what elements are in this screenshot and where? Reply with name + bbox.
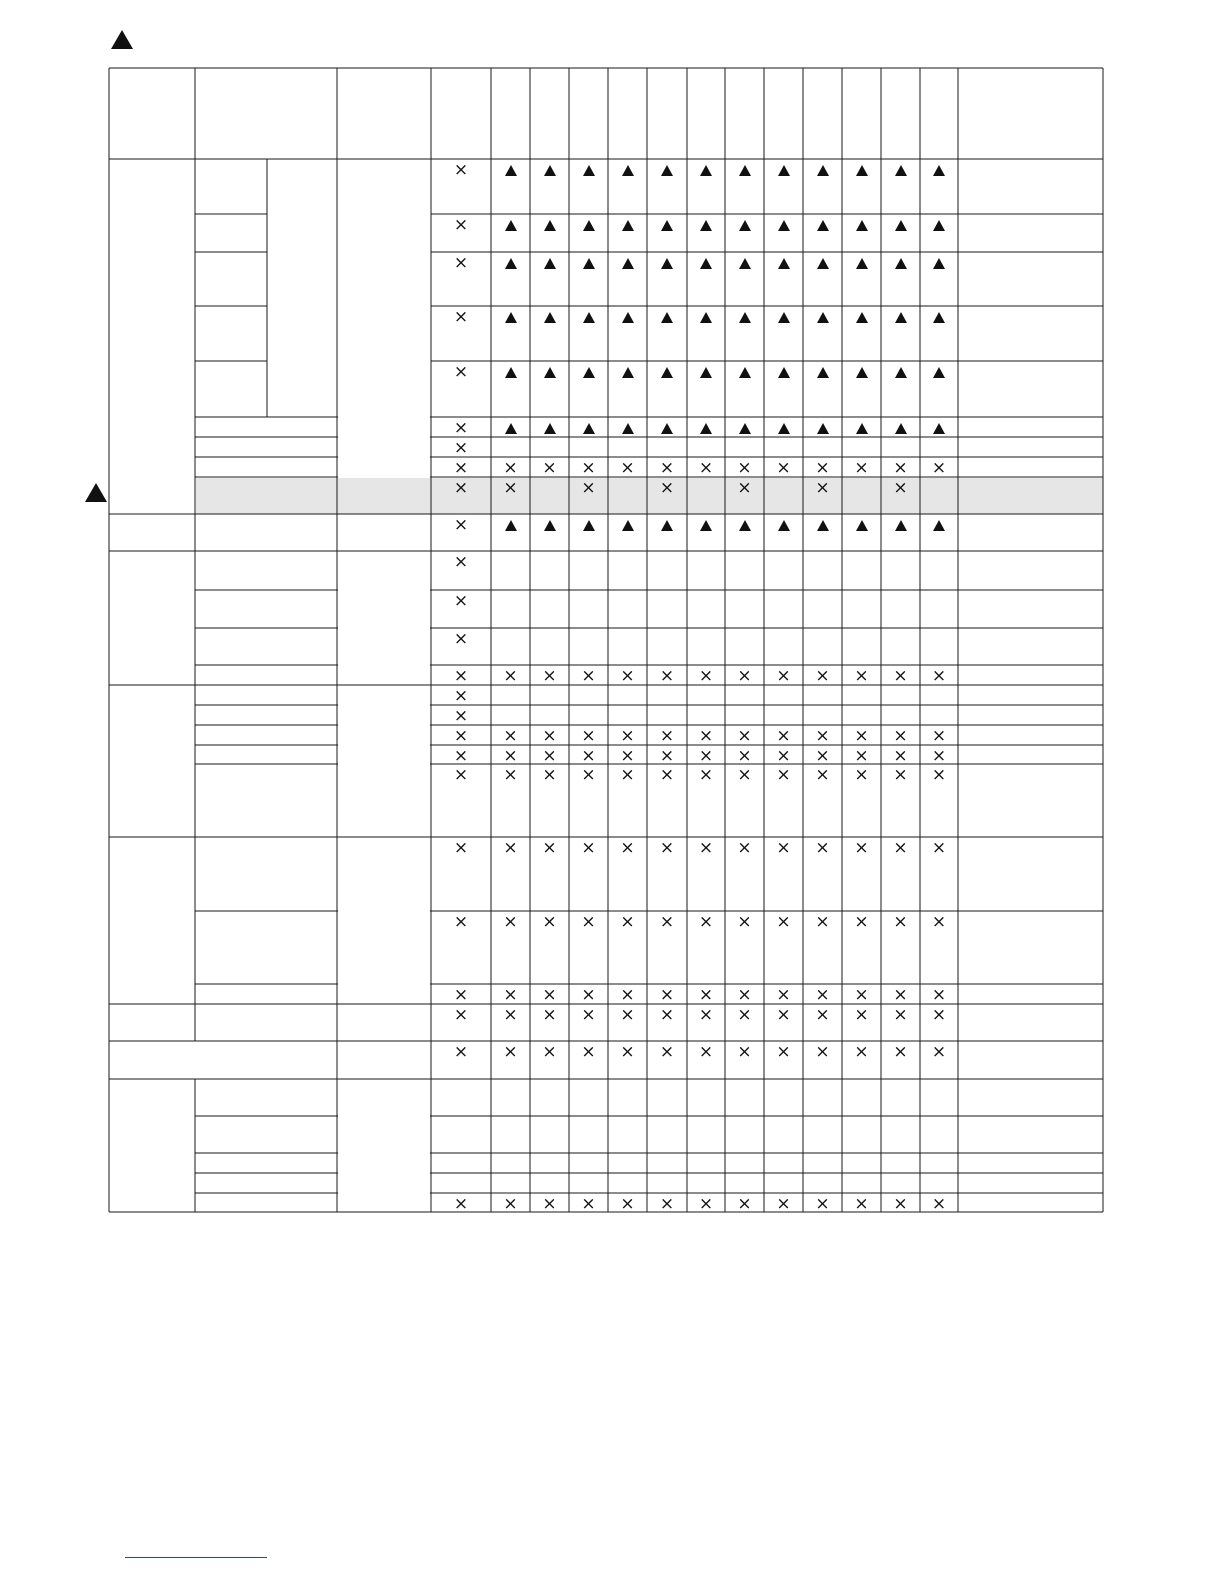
cross-mark-icon — [776, 841, 792, 855]
cross-mark-icon — [737, 1045, 753, 1059]
triangle-mark-icon — [503, 256, 519, 270]
merged-cell-mask — [338, 436, 430, 438]
cross-mark-icon — [453, 1045, 469, 1059]
cross-mark-icon — [931, 729, 947, 743]
cross-mark-icon — [620, 1008, 636, 1022]
cross-mark-icon — [620, 729, 636, 743]
triangle-mark-icon — [737, 163, 753, 177]
cross-mark-icon — [620, 988, 636, 1002]
cross-mark-icon — [620, 915, 636, 929]
cross-mark-icon — [815, 749, 831, 763]
footer-link-underline[interactable] — [125, 1557, 267, 1558]
cross-mark-icon — [581, 915, 597, 929]
cross-mark-icon — [698, 988, 714, 1002]
cross-mark-icon — [503, 988, 519, 1002]
triangle-mark-icon — [542, 365, 558, 379]
cross-mark-icon — [659, 841, 675, 855]
cross-mark-icon — [815, 841, 831, 855]
cross-mark-icon — [893, 1008, 909, 1022]
cross-mark-icon — [581, 988, 597, 1002]
triangle-mark-icon — [737, 218, 753, 232]
cross-mark-icon — [453, 768, 469, 782]
cross-mark-icon — [698, 1008, 714, 1022]
triangle-mark-icon — [620, 365, 636, 379]
cross-mark-icon — [854, 749, 870, 763]
cross-mark-icon — [931, 768, 947, 782]
triangle-mark-icon — [542, 256, 558, 270]
triangle-mark-icon — [815, 218, 831, 232]
cross-mark-icon — [893, 1045, 909, 1059]
cross-mark-icon — [815, 1045, 831, 1059]
cross-mark-icon — [737, 1008, 753, 1022]
cross-mark-icon — [815, 915, 831, 929]
cross-mark-icon — [581, 1008, 597, 1022]
cross-mark-icon — [854, 669, 870, 683]
triangle-mark-icon — [931, 218, 947, 232]
cross-mark-icon — [893, 915, 909, 929]
triangle-mark-icon — [620, 518, 636, 532]
cross-mark-icon — [453, 441, 469, 455]
triangle-mark-icon — [854, 518, 870, 532]
cross-mark-icon — [776, 915, 792, 929]
cross-mark-icon — [815, 669, 831, 683]
cross-mark-icon — [453, 1008, 469, 1022]
cross-mark-icon — [776, 1197, 792, 1211]
cross-mark-icon — [453, 632, 469, 646]
triangle-mark-icon — [931, 256, 947, 270]
cross-mark-icon — [776, 729, 792, 743]
cross-mark-icon — [737, 768, 753, 782]
triangle-mark-icon — [815, 518, 831, 532]
cross-mark-icon — [503, 768, 519, 782]
triangle-mark-icon — [931, 163, 947, 177]
triangle-mark-icon — [737, 518, 753, 532]
triangle-mark-icon — [776, 421, 792, 435]
cross-mark-icon — [453, 749, 469, 763]
cross-mark-icon — [737, 1197, 753, 1211]
cross-mark-icon — [620, 461, 636, 475]
triangle-mark-icon — [503, 310, 519, 324]
merged-cell-mask — [338, 213, 430, 215]
cross-mark-icon — [503, 461, 519, 475]
cross-mark-icon — [931, 1045, 947, 1059]
merged-cell-mask — [338, 1192, 430, 1194]
cross-mark-icon — [542, 1197, 558, 1211]
triangle-mark-icon — [542, 218, 558, 232]
cross-mark-icon — [503, 481, 519, 495]
cross-mark-icon — [854, 729, 870, 743]
cross-mark-icon — [776, 749, 792, 763]
triangle-mark-icon — [698, 218, 714, 232]
cross-mark-icon — [620, 669, 636, 683]
cross-mark-icon — [893, 1197, 909, 1211]
cross-mark-icon — [581, 1045, 597, 1059]
cross-mark-icon — [503, 669, 519, 683]
cross-mark-icon — [659, 768, 675, 782]
triangle-mark-icon — [698, 310, 714, 324]
cross-mark-icon — [659, 749, 675, 763]
triangle-mark-icon — [659, 310, 675, 324]
cross-mark-icon — [542, 461, 558, 475]
cross-mark-icon — [931, 749, 947, 763]
cross-mark-icon — [893, 461, 909, 475]
triangle-mark-icon — [581, 310, 597, 324]
triangle-mark-icon — [931, 518, 947, 532]
triangle-mark-icon — [581, 218, 597, 232]
cross-mark-icon — [581, 669, 597, 683]
cross-mark-icon — [453, 518, 469, 532]
cross-mark-icon — [931, 988, 947, 1002]
triangle-mark-icon — [698, 518, 714, 532]
triangle-mark-icon — [542, 518, 558, 532]
cross-mark-icon — [453, 594, 469, 608]
triangle-mark-icon — [737, 256, 753, 270]
triangle-mark-icon — [893, 310, 909, 324]
cross-mark-icon — [620, 768, 636, 782]
cross-mark-icon — [453, 709, 469, 723]
cross-mark-icon — [815, 1008, 831, 1022]
triangle-mark-icon — [542, 421, 558, 435]
cross-mark-icon — [893, 988, 909, 1002]
cross-mark-icon — [815, 481, 831, 495]
cross-mark-icon — [698, 461, 714, 475]
cross-mark-icon — [698, 768, 714, 782]
cross-mark-icon — [931, 461, 947, 475]
merged-cell-mask — [338, 1172, 430, 1174]
cross-mark-icon — [854, 1008, 870, 1022]
triangle-mark-icon — [698, 256, 714, 270]
cross-mark-icon — [542, 749, 558, 763]
cross-mark-icon — [698, 1045, 714, 1059]
triangle-mark-icon — [698, 365, 714, 379]
cross-mark-icon — [815, 1197, 831, 1211]
cross-mark-icon — [698, 915, 714, 929]
triangle-mark-icon — [815, 421, 831, 435]
cross-mark-icon — [581, 749, 597, 763]
cross-mark-icon — [659, 1008, 675, 1022]
merged-cell-mask — [338, 416, 430, 418]
merged-cell-mask — [338, 456, 430, 458]
cross-mark-icon — [453, 310, 469, 324]
triangle-mark-icon — [659, 365, 675, 379]
cross-mark-icon — [776, 768, 792, 782]
cross-mark-icon — [854, 1197, 870, 1211]
triangle-mark-icon — [620, 256, 636, 270]
cross-mark-icon — [581, 841, 597, 855]
cross-mark-icon — [854, 915, 870, 929]
triangle-mark-icon — [737, 421, 753, 435]
cross-mark-icon — [453, 555, 469, 569]
cross-mark-icon — [698, 729, 714, 743]
cross-mark-icon — [854, 988, 870, 1002]
triangle-mark-icon — [776, 218, 792, 232]
triangle-mark-icon — [776, 365, 792, 379]
cross-mark-icon — [698, 669, 714, 683]
cross-mark-icon — [659, 988, 675, 1002]
triangle-mark-icon — [854, 421, 870, 435]
cross-mark-icon — [854, 1045, 870, 1059]
cross-mark-icon — [503, 841, 519, 855]
triangle-mark-icon — [581, 256, 597, 270]
merged-cell-mask — [338, 1115, 430, 1117]
triangle-mark-icon — [893, 218, 909, 232]
cross-mark-icon — [503, 729, 519, 743]
triangle-mark-icon — [893, 518, 909, 532]
triangle-mark-icon — [854, 365, 870, 379]
cross-mark-icon — [542, 1008, 558, 1022]
cross-mark-icon — [453, 689, 469, 703]
triangle-mark-icon — [659, 421, 675, 435]
cross-mark-icon — [503, 749, 519, 763]
triangle-mark-icon — [659, 163, 675, 177]
triangle-mark-icon — [581, 163, 597, 177]
triangle-mark-icon — [893, 163, 909, 177]
triangle-mark-icon — [581, 518, 597, 532]
triangle-mark-icon — [503, 218, 519, 232]
cross-mark-icon — [542, 669, 558, 683]
triangle-mark-icon — [503, 365, 519, 379]
cross-mark-icon — [453, 421, 469, 435]
triangle-mark-icon — [620, 421, 636, 435]
cross-mark-icon — [931, 1197, 947, 1211]
cross-mark-icon — [659, 915, 675, 929]
cross-mark-icon — [453, 988, 469, 1002]
triangle-mark-icon — [620, 218, 636, 232]
merged-cell-mask — [338, 627, 430, 629]
cross-mark-icon — [453, 481, 469, 495]
merged-cell-mask — [338, 589, 430, 591]
merged-cell-mask — [338, 305, 430, 307]
triangle-mark-icon — [581, 365, 597, 379]
triangle-mark-icon — [854, 218, 870, 232]
merged-cell-mask — [338, 763, 430, 765]
cross-mark-icon — [542, 841, 558, 855]
cross-mark-icon — [698, 749, 714, 763]
cross-mark-icon — [503, 1008, 519, 1022]
merged-cell-mask — [338, 1152, 430, 1154]
cross-mark-icon — [542, 988, 558, 1002]
triangle-mark-icon — [620, 310, 636, 324]
merged-cell-mask — [338, 910, 430, 912]
cross-mark-icon — [815, 768, 831, 782]
cross-mark-icon — [453, 841, 469, 855]
triangle-mark-icon — [815, 163, 831, 177]
triangle-mark-icon — [776, 310, 792, 324]
cross-mark-icon — [737, 749, 753, 763]
cross-mark-icon — [776, 1008, 792, 1022]
cross-mark-icon — [581, 1197, 597, 1211]
cross-mark-icon — [737, 481, 753, 495]
cross-mark-icon — [581, 481, 597, 495]
cross-mark-icon — [854, 461, 870, 475]
cross-mark-icon — [453, 163, 469, 177]
merged-cell-mask — [338, 704, 430, 706]
cross-mark-icon — [453, 915, 469, 929]
cross-mark-icon — [776, 461, 792, 475]
cross-mark-icon — [542, 915, 558, 929]
cross-mark-icon — [659, 729, 675, 743]
triangle-mark-icon — [503, 518, 519, 532]
cross-mark-icon — [453, 218, 469, 232]
triangle-mark-icon — [776, 256, 792, 270]
cross-mark-icon — [737, 461, 753, 475]
cross-mark-icon — [854, 841, 870, 855]
cross-mark-icon — [893, 768, 909, 782]
cross-mark-icon — [453, 669, 469, 683]
merged-cell-mask — [338, 664, 430, 666]
triangle-mark-icon — [893, 365, 909, 379]
triangle-mark-icon — [659, 256, 675, 270]
cross-mark-icon — [581, 729, 597, 743]
cross-mark-icon — [893, 729, 909, 743]
cross-mark-icon — [503, 1197, 519, 1211]
cross-mark-icon — [737, 669, 753, 683]
triangle-mark-icon — [931, 310, 947, 324]
cross-mark-icon — [737, 729, 753, 743]
cross-mark-icon — [659, 461, 675, 475]
highlighted-row-background — [196, 478, 1103, 514]
triangle-mark-icon — [854, 310, 870, 324]
cross-mark-icon — [542, 1045, 558, 1059]
triangle-mark-icon — [815, 256, 831, 270]
cross-mark-icon — [776, 669, 792, 683]
triangle-mark-icon — [620, 163, 636, 177]
triangle-mark-icon — [737, 365, 753, 379]
merged-cell-mask — [338, 744, 430, 746]
triangle-mark-icon — [776, 163, 792, 177]
cross-mark-icon — [620, 841, 636, 855]
cross-mark-icon — [893, 669, 909, 683]
cross-mark-icon — [453, 1197, 469, 1211]
cross-mark-icon — [503, 1045, 519, 1059]
cross-mark-icon — [815, 729, 831, 743]
triangle-mark-icon — [893, 421, 909, 435]
cross-mark-icon — [620, 1197, 636, 1211]
triangle-mark-icon — [737, 310, 753, 324]
cross-mark-icon — [737, 988, 753, 1002]
triangle-mark-icon — [659, 218, 675, 232]
cross-mark-icon — [854, 768, 870, 782]
cross-mark-icon — [453, 256, 469, 270]
cross-mark-icon — [581, 768, 597, 782]
cross-mark-icon — [698, 1197, 714, 1211]
triangle-mark-icon — [854, 163, 870, 177]
cross-mark-icon — [893, 481, 909, 495]
cross-mark-icon — [620, 1045, 636, 1059]
cross-mark-icon — [542, 768, 558, 782]
cross-mark-icon — [776, 988, 792, 1002]
merged-cell-mask — [338, 251, 430, 253]
cross-mark-icon — [893, 841, 909, 855]
triangle-mark-icon — [542, 310, 558, 324]
merged-cell-mask — [338, 476, 430, 478]
triangle-mark-icon — [581, 421, 597, 435]
triangle-mark-icon — [659, 518, 675, 532]
triangle-mark-icon — [815, 310, 831, 324]
cross-mark-icon — [659, 669, 675, 683]
triangle-mark-icon — [698, 421, 714, 435]
cross-mark-icon — [659, 1045, 675, 1059]
triangle-mark-icon — [698, 163, 714, 177]
cross-mark-icon — [737, 841, 753, 855]
merged-cell-mask — [338, 983, 430, 985]
cross-mark-icon — [453, 729, 469, 743]
triangle-mark-icon — [931, 365, 947, 379]
cross-mark-icon — [453, 365, 469, 379]
cross-mark-icon — [698, 841, 714, 855]
triangle-mark-icon — [893, 256, 909, 270]
triangle-mark-icon — [854, 256, 870, 270]
triangle-mark-icon — [542, 163, 558, 177]
merged-cell-mask — [338, 724, 430, 726]
cross-mark-icon — [931, 915, 947, 929]
cross-mark-icon — [659, 1197, 675, 1211]
triangle-mark-icon — [931, 421, 947, 435]
cross-mark-icon — [776, 1045, 792, 1059]
cross-mark-icon — [815, 988, 831, 1002]
cross-mark-icon — [503, 915, 519, 929]
cross-mark-icon — [659, 481, 675, 495]
triangle-mark-icon — [815, 365, 831, 379]
cross-mark-icon — [931, 1008, 947, 1022]
cross-mark-icon — [620, 749, 636, 763]
cross-mark-icon — [893, 749, 909, 763]
triangle-mark-icon — [503, 421, 519, 435]
cross-mark-icon — [542, 729, 558, 743]
merged-cell-mask — [338, 360, 430, 362]
triangle-mark-icon — [776, 518, 792, 532]
cross-mark-icon — [453, 461, 469, 475]
cross-mark-icon — [931, 841, 947, 855]
cross-mark-icon — [581, 461, 597, 475]
triangle-mark-icon — [503, 163, 519, 177]
cross-mark-icon — [931, 669, 947, 683]
cross-mark-icon — [737, 915, 753, 929]
cross-mark-icon — [815, 461, 831, 475]
